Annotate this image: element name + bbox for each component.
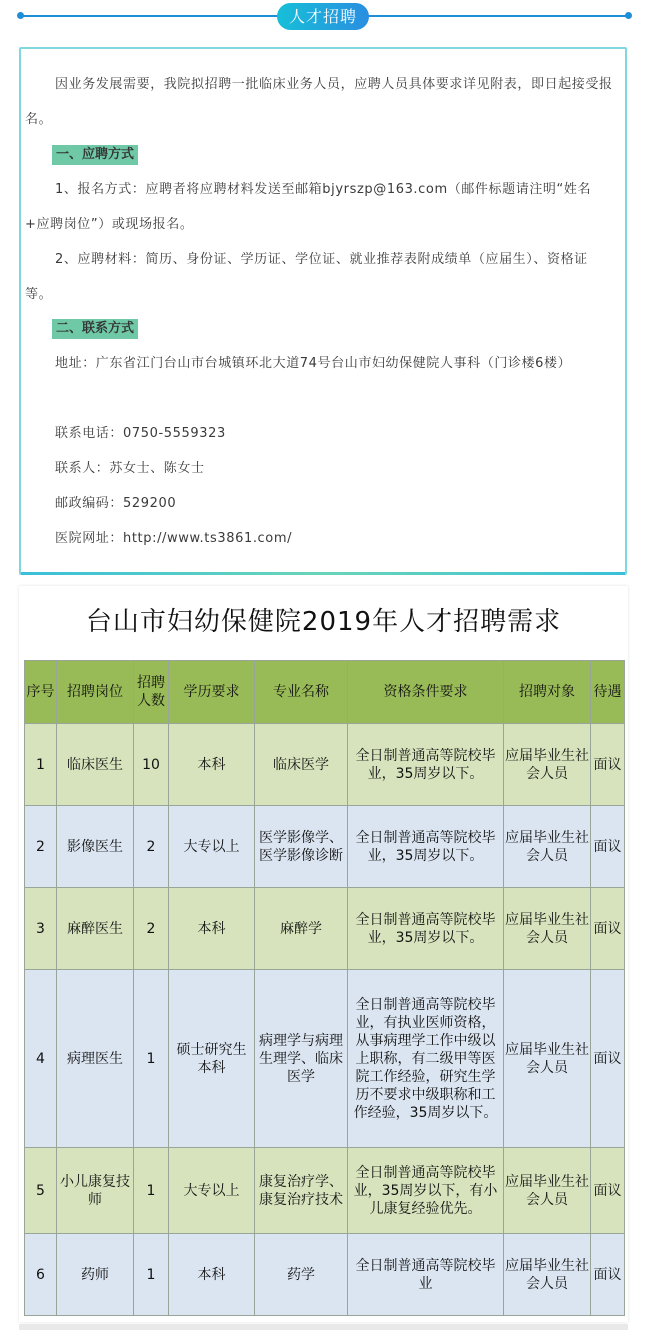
cell-major: 药学 (255, 1234, 348, 1316)
apply-method-text: 1、报名方式：应聘者将应聘材料发送至邮箱bjyrszp@163.com（邮件标题请注明“姓名+应聘岗位”）或现场报名。 (25, 182, 592, 232)
header-count: 招聘人数 (134, 661, 169, 724)
postcode-text: 邮政编码：529200 (55, 496, 177, 511)
cell-no: 2 (25, 806, 57, 888)
cell-salary: 面议 (591, 806, 625, 888)
header-major: 专业名称 (255, 661, 348, 724)
cell-major: 临床医学 (255, 724, 348, 806)
cell-target: 应届毕业生社会人员 (504, 1148, 591, 1234)
cell-salary: 面议 (591, 970, 625, 1148)
cell-count: 2 (134, 888, 169, 970)
website-link[interactable]: 医院网址：http://www.ts3861.com/ (55, 531, 293, 546)
cell-count: 1 (134, 1148, 169, 1234)
table-row (25, 806, 625, 888)
cell-no: 4 (25, 970, 57, 1148)
bottom-divider (19, 1324, 628, 1330)
cell-education: 本科 (169, 1234, 255, 1316)
table-row (25, 888, 625, 970)
cell-major: 康复治疗学、康复治疗技术 (255, 1148, 348, 1234)
cell-count: 1 (134, 1234, 169, 1316)
cell-qualification: 全日制普通高等院校毕业，35周岁以下。 (348, 806, 504, 888)
cell-no: 1 (25, 724, 57, 806)
cell-education: 大专以上 (169, 1148, 255, 1234)
banner-dot-right (625, 12, 632, 19)
cell-qualification: 全日制普通高等院校毕业，有执业医师资格，从事病理学工作中级以上职称，有二级甲等医院工作经验，研究生学历不要求中级职称和工作经验，35周岁以下。 (348, 970, 504, 1148)
cell-no: 5 (25, 1148, 57, 1234)
header-target: 招聘对象 (504, 661, 591, 724)
header-qualification: 资格条件要求 (348, 661, 504, 724)
cell-salary: 面议 (591, 724, 625, 806)
cell-count: 1 (134, 970, 169, 1148)
intro-text: 因业务发展需要，我院拟招聘一批临床业务人员，应聘人员具体要求详见附表，即日起接受报名。 (25, 77, 613, 127)
cell-position: 小儿康复技师 (57, 1148, 134, 1234)
recruitment-table-section (19, 586, 628, 1322)
cell-qualification: 全日制普通高等院校毕业 (348, 1234, 504, 1316)
table-row (25, 1234, 625, 1316)
cell-education: 本科 (169, 888, 255, 970)
cell-qualification: 全日制普通高等院校毕业，35周岁以下，有小儿康复经验优先。 (348, 1148, 504, 1234)
cell-education: 硕士研究生本科 (169, 970, 255, 1148)
cell-position: 麻醉医生 (57, 888, 134, 970)
apply-materials-text: 2、应聘材料：简历、身份证、学历证、学位证、就业推荐表附成绩单（应届生）、资格证等。 (25, 252, 588, 302)
table-title: 台山市妇幼保健院2019年人才招聘需求 (85, 607, 562, 637)
cell-salary: 面议 (591, 1148, 625, 1234)
contact-person-text: 联系人：苏女士、陈女士 (55, 461, 205, 476)
cell-major: 麻醉学 (255, 888, 348, 970)
cell-no: 6 (25, 1234, 57, 1316)
section-banner (0, 0, 655, 34)
header-education: 学历要求 (169, 661, 255, 724)
section-title-apply: 一、应聘方式 (52, 145, 138, 165)
cell-qualification: 全日制普通高等院校毕业，35周岁以下。 (348, 888, 504, 970)
cell-major: 病理学与病理生理学、临床医学 (255, 970, 348, 1148)
cell-salary: 面议 (591, 888, 625, 970)
header-position: 招聘岗位 (57, 661, 134, 724)
cell-position: 药师 (57, 1234, 134, 1316)
cell-count: 10 (134, 724, 169, 806)
table-row (25, 970, 625, 1148)
cell-target: 应届毕业生社会人员 (504, 970, 591, 1148)
cell-target: 应届毕业生社会人员 (504, 806, 591, 888)
recruitment-info-box (19, 47, 627, 575)
table-header-row (25, 661, 625, 724)
header-salary: 待遇 (591, 661, 625, 724)
cell-position: 影像医生 (57, 806, 134, 888)
cell-education: 本科 (169, 724, 255, 806)
cell-major: 医学影像学、医学影像诊断 (255, 806, 348, 888)
cell-position: 临床医生 (57, 724, 134, 806)
cell-position: 病理医生 (57, 970, 134, 1148)
section-title-contact: 二、联系方式 (52, 319, 138, 339)
cell-target: 应届毕业生社会人员 (504, 888, 591, 970)
cell-qualification: 全日制普通高等院校毕业，35周岁以下。 (348, 724, 504, 806)
cell-education: 大专以上 (169, 806, 255, 888)
header-no: 序号 (25, 661, 57, 724)
cell-salary: 面议 (591, 1234, 625, 1316)
banner-title: 人才招聘 (277, 3, 369, 30)
address-text: 地址：广东省江门台山市台城镇环北大道74号台山市妇幼保健院人事科（门诊楼6楼） (55, 356, 572, 371)
cell-no: 3 (25, 888, 57, 970)
banner-dot-left (17, 12, 24, 19)
cell-target: 应届毕业生社会人员 (504, 724, 591, 806)
cell-target: 应届毕业生社会人员 (504, 1234, 591, 1316)
table-row (25, 1148, 625, 1234)
cell-count: 2 (134, 806, 169, 888)
phone-text: 联系电话：0750-5559323 (55, 426, 226, 441)
table-row (25, 724, 625, 806)
recruitment-table (24, 660, 625, 1316)
